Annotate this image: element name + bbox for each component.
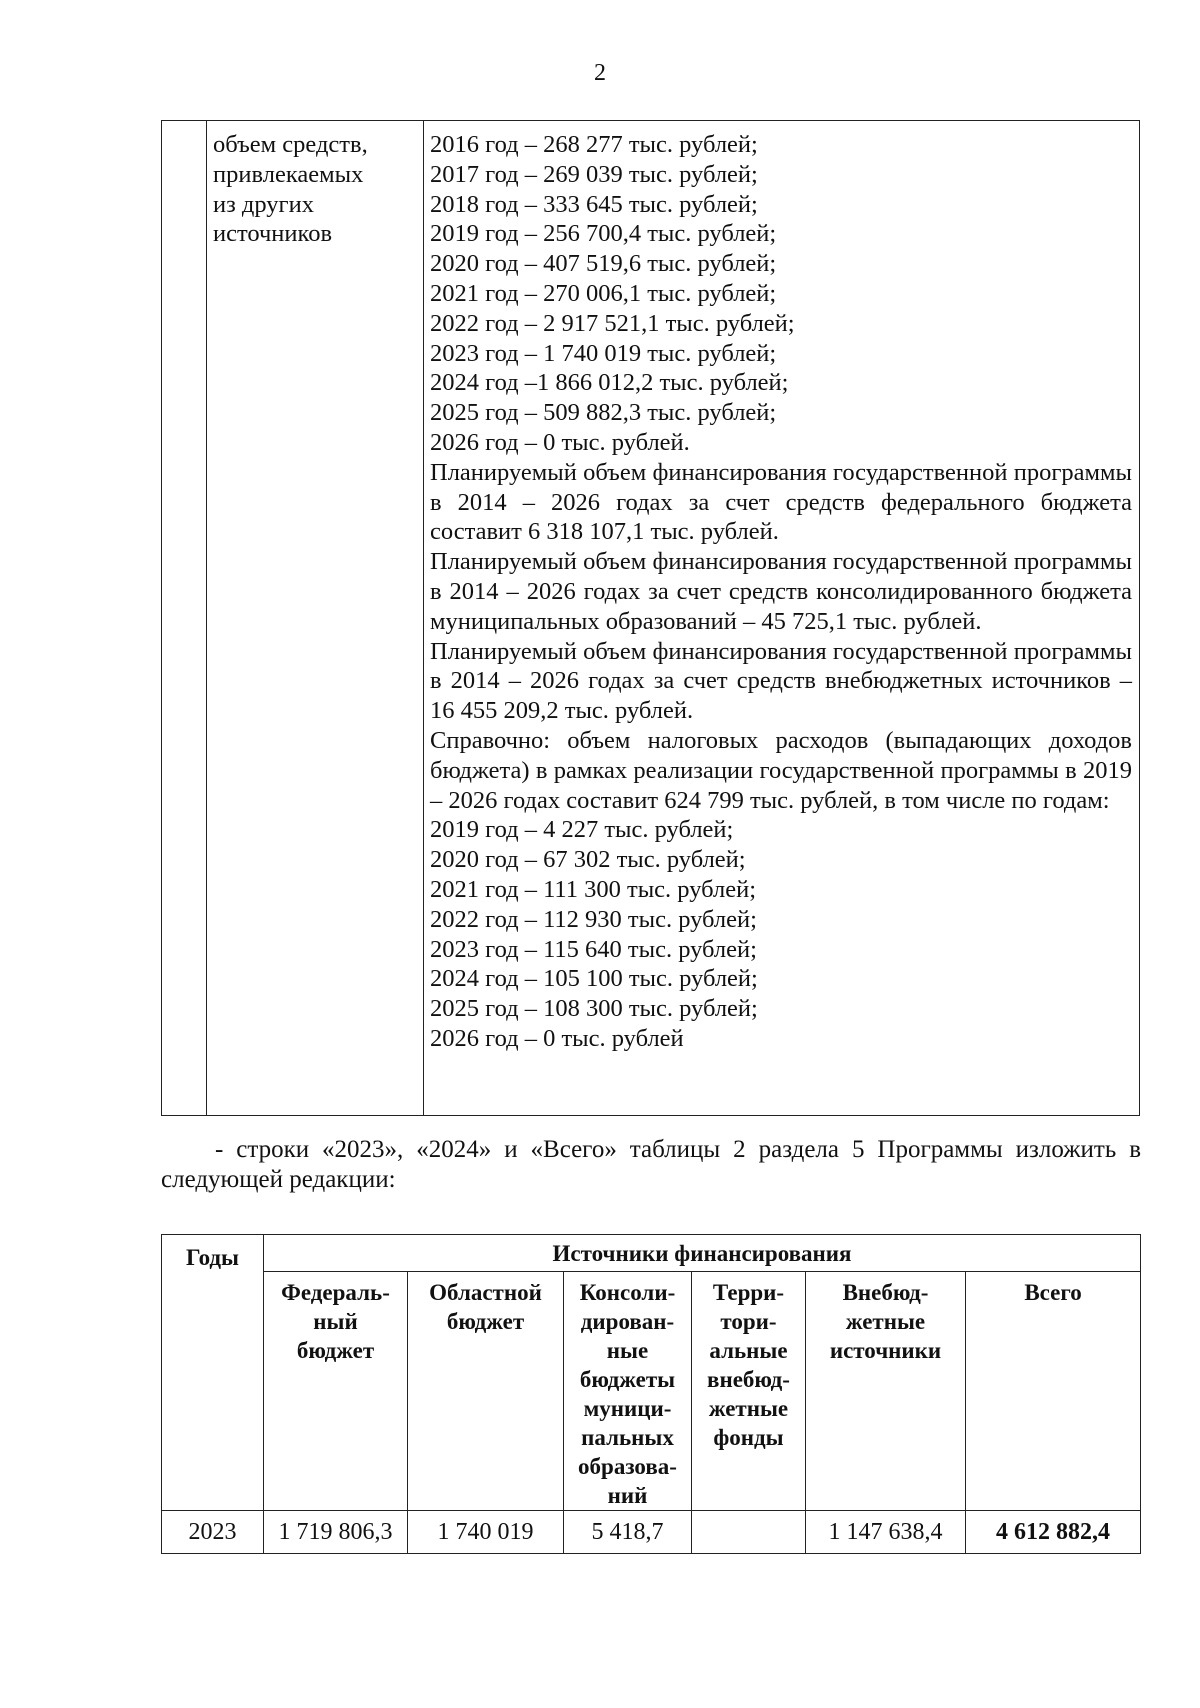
- header-line: бюджет: [296, 1338, 375, 1363]
- header-line: жетные: [845, 1309, 926, 1334]
- row-label-line: привлекаемых: [213, 160, 364, 188]
- table-row: [162, 121, 1140, 1116]
- header-line: муници-: [583, 1396, 672, 1421]
- header-line: Федераль-: [281, 1280, 390, 1305]
- federal-cell: 1 719 806,3: [264, 1511, 408, 1554]
- header-line: альные: [709, 1338, 788, 1363]
- tax-year-line: 2026 год – 0 тыс. рублей: [430, 1024, 684, 1052]
- header-line: тори-: [720, 1309, 777, 1334]
- header-line: ний: [607, 1483, 648, 1508]
- municipal-budgets-header: [564, 1272, 692, 1511]
- regional-budget-header: [408, 1272, 564, 1511]
- tax-year-line: 2022 год – 112 930 тыс. рублей;: [430, 905, 757, 933]
- year-cell: 2023: [162, 1511, 264, 1554]
- extrabudgetary-sources-header: [806, 1272, 966, 1511]
- header-line: Всего: [1024, 1280, 1082, 1305]
- tax-year-line: 2023 год – 115 640 тыс. рублей;: [430, 935, 757, 963]
- header-line: ные: [606, 1338, 649, 1363]
- year-line: 2019 год – 256 700,4 тыс. рублей;: [430, 220, 777, 248]
- row-label-line: объем средств,: [213, 131, 368, 158]
- row-label-line: источников: [213, 220, 333, 248]
- year-line: 2021 год – 270 006,1 тыс. рублей;: [430, 279, 777, 307]
- tax-expenditure-paragraph: Справочно: объем налоговых расходов (выпадающих доходов бюджета) в рамках реализации государственной программы в 2019 – 2026 годах составит 624 799 тыс. рублей, в том числе по годам:: [430, 726, 1132, 814]
- header-line: жетные: [708, 1396, 789, 1421]
- header-line: фонды: [713, 1425, 784, 1450]
- header-line: источники: [829, 1338, 942, 1363]
- header-line: образова-: [578, 1454, 677, 1479]
- territorial-cell: [692, 1511, 806, 1554]
- header-line: бюджеты: [579, 1367, 676, 1392]
- header-line: Терри-: [712, 1280, 785, 1305]
- header-line: дирован-: [580, 1309, 675, 1334]
- sources-header: Источники финансирования: [264, 1235, 1141, 1272]
- tax-year-line: 2025 год – 108 300 тыс. рублей;: [430, 995, 758, 1023]
- table-subheader-row: [162, 1272, 1141, 1511]
- year-line: 2023 год – 1 740 019 тыс. рублей;: [430, 339, 777, 367]
- header-line: Консоли-: [579, 1280, 676, 1305]
- extrabudgetary-paragraph: Планируемый объем финансирования государственной программы в 2014 – 2026 годах за счет средств внебюджетных источников – 16 455 209,2 тыс. рублей.: [430, 637, 1132, 725]
- passport-table: [161, 120, 1140, 1116]
- intro-paragraph: - строки «2023», «2024» и «Всего» таблицы 2 раздела 5 Программы изложить в следующей редакции:: [161, 1136, 1141, 1193]
- header-line: внебюд-: [707, 1367, 790, 1392]
- total-header: [966, 1272, 1141, 1511]
- table-row: [162, 1511, 1141, 1554]
- header-line: Внебюд-: [842, 1280, 929, 1305]
- tax-year-line: 2019 год – 4 227 тыс. рублей;: [430, 816, 734, 844]
- year-line: 2026 год – 0 тыс. рублей.: [430, 428, 690, 456]
- municipal-budget-paragraph: Планируемый объем финансирования государственной программы в 2014 – 2026 годах за счет средств консолидированного бюджета муниципальных образований – 45 725,1 тыс. рублей.: [430, 548, 1132, 635]
- year-line: 2025 год – 509 882,3 тыс. рублей;: [430, 399, 777, 427]
- year-line: 2018 год – 333 645 тыс. рублей;: [430, 190, 758, 218]
- funding-details-cell: [424, 121, 1140, 1116]
- tax-year-line: 2021 год – 111 300 тыс. рублей;: [430, 875, 757, 903]
- header-line: пальных: [581, 1425, 674, 1450]
- page-number: 2: [594, 60, 606, 86]
- year-line: 2024 год –1 866 012,2 тыс. рублей;: [430, 369, 789, 397]
- header-line: Областной: [429, 1280, 542, 1305]
- total-cell: 4 612 882,4: [966, 1511, 1141, 1554]
- tax-year-line: 2024 год – 105 100 тыс. рублей;: [430, 965, 758, 993]
- empty-cell: [162, 121, 207, 1116]
- row-label-cell: [207, 121, 424, 1116]
- municipal-cell: 5 418,7: [564, 1511, 692, 1554]
- regional-cell: 1 740 019: [408, 1511, 564, 1554]
- year-line: 2017 год – 269 039 тыс. рублей;: [430, 160, 758, 188]
- header-line: ный: [313, 1309, 358, 1334]
- years-header: Годы: [162, 1235, 264, 1511]
- year-line: 2022 год – 2 917 521,1 тыс. рублей;: [430, 309, 795, 337]
- row-label-line: из других: [213, 190, 314, 218]
- funding-sources-table: [161, 1234, 1141, 1554]
- extrabudgetary-cell: 1 147 638,4: [806, 1511, 966, 1554]
- header-line: бюджет: [446, 1309, 525, 1334]
- federal-budget-paragraph: Планируемый объем финансирования государственной программы в 2014 – 2026 годах за счет средств федерального бюджета составит 6 318 107,1 тыс. рублей.: [430, 458, 1132, 546]
- territorial-funds-header: [692, 1272, 806, 1511]
- tax-year-line: 2020 год – 67 302 тыс. рублей;: [430, 846, 746, 874]
- table-header-row: [162, 1235, 1141, 1272]
- year-line: 2016 год – 268 277 тыс. рублей;: [430, 131, 758, 158]
- year-line: 2020 год – 407 519,6 тыс. рублей;: [430, 250, 777, 278]
- federal-budget-header: [264, 1272, 408, 1511]
